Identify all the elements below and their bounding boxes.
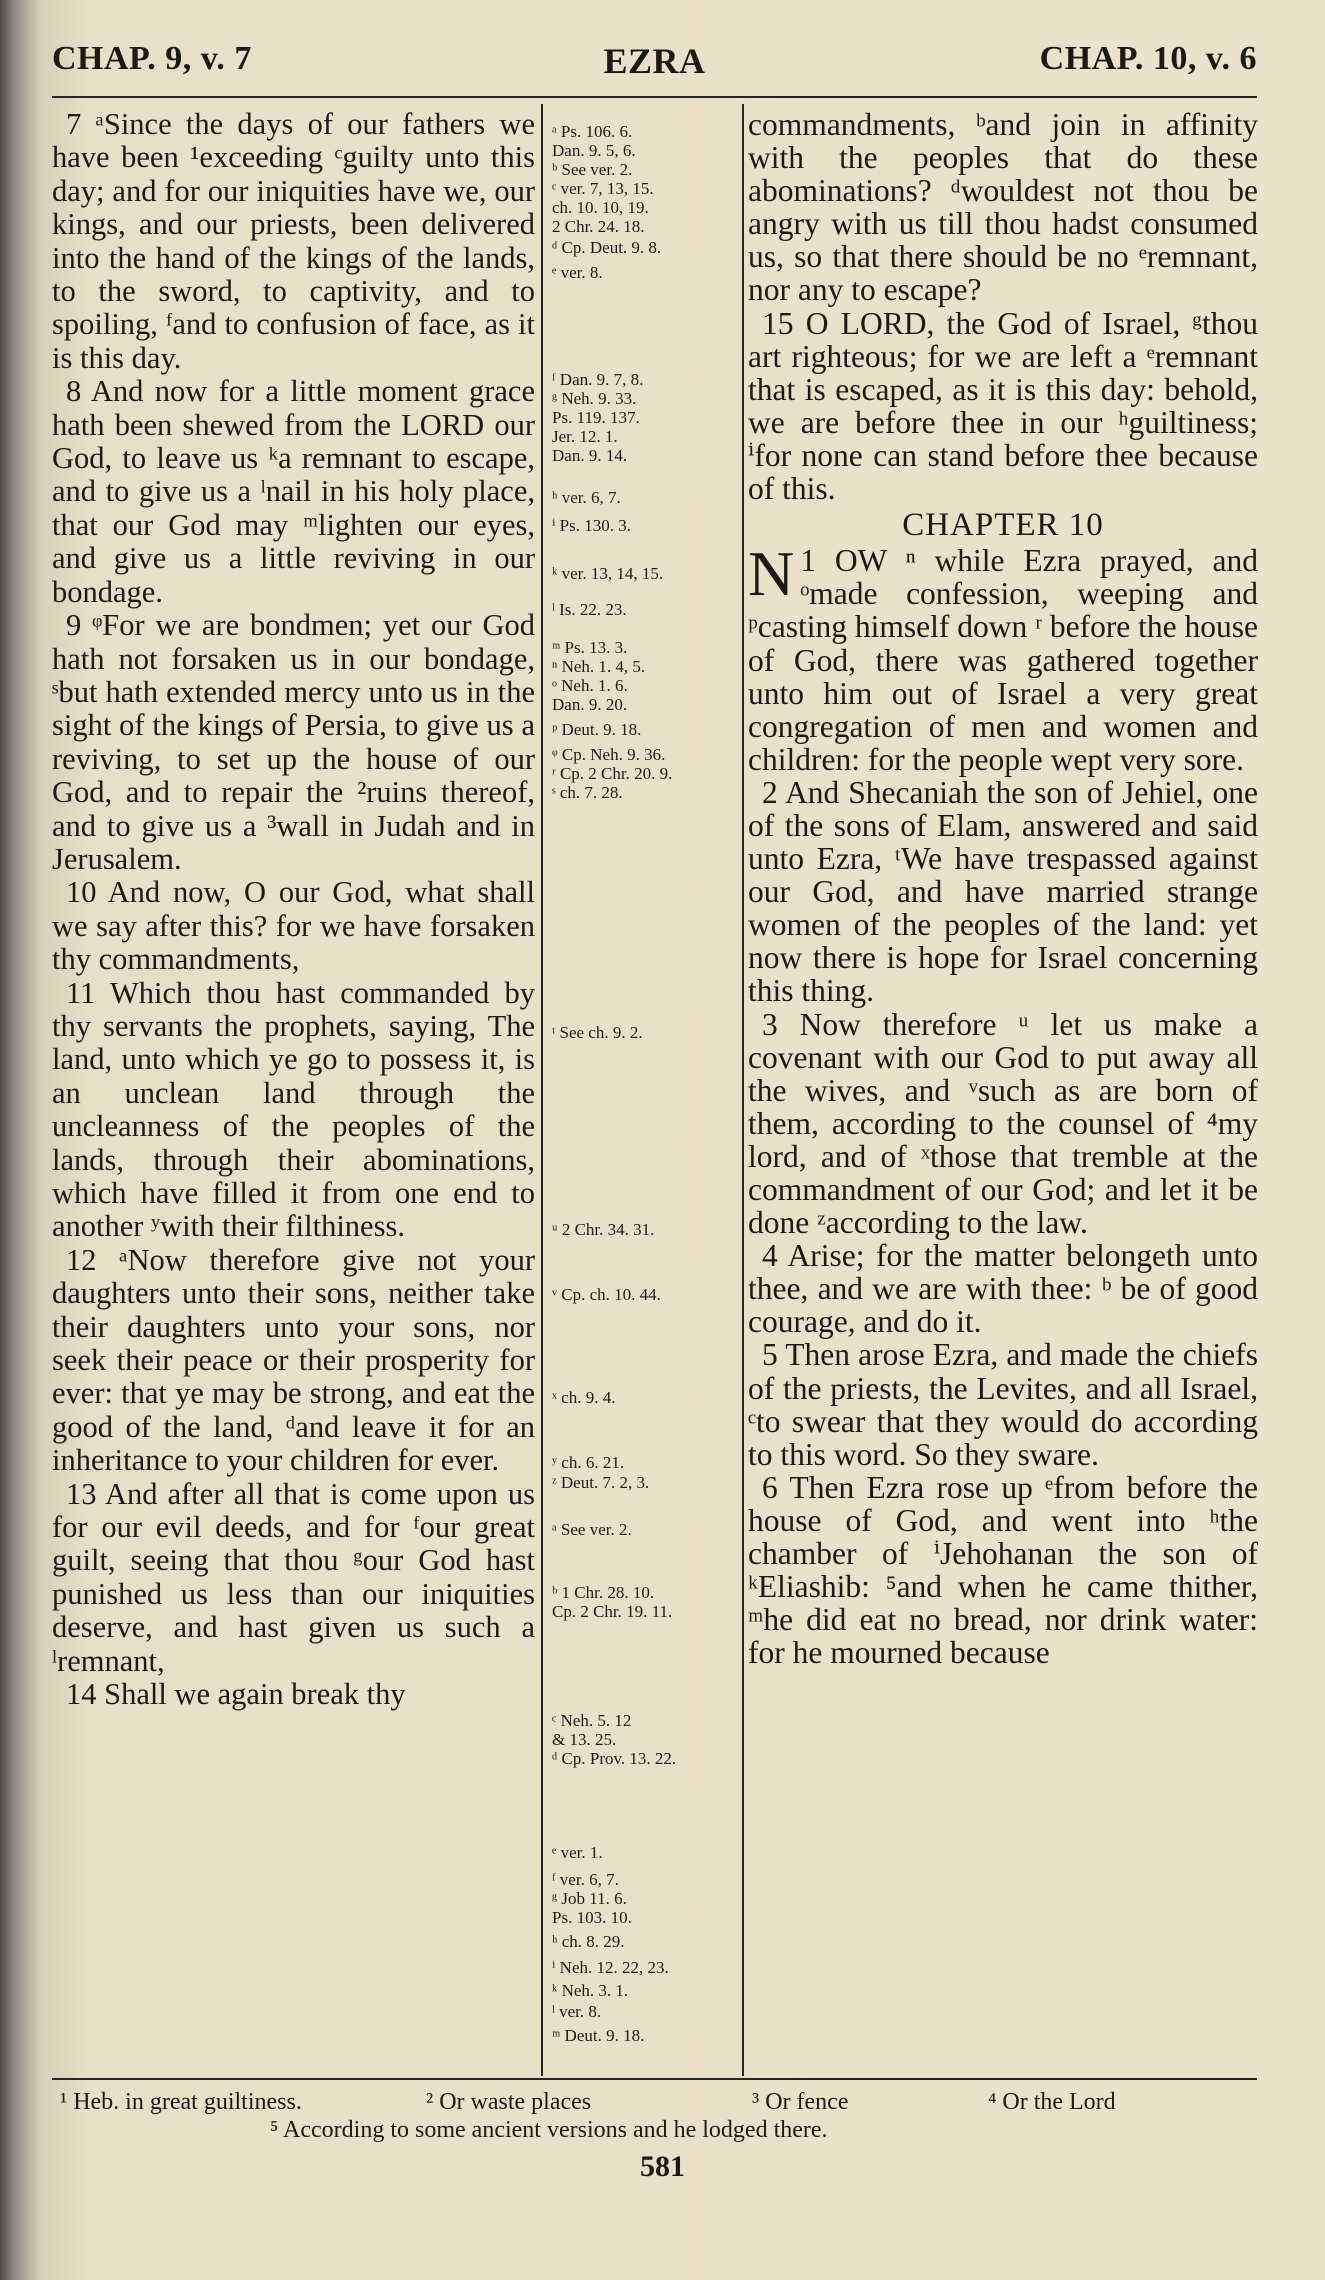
verse-9-10: 10 And now, O our God, what shall we say after this? for we have forsaken thy commandments, (52, 875, 535, 977)
verse-9-13: 13 And after all that is come upon us for our evil deeds, and for ᶠour great guilt, seeing that thou ᵍour God hast punished us less than our iniquities deserve, and hast given us such a ˡremnant, (52, 1476, 535, 1678)
cross-reference-note: Dan. 9. 14. (552, 446, 628, 465)
verse-10-2: 2 And Shecaniah the son of Jehiel, one of the sons of Elam, answered and said unto Ezra, ᵗWe have trespassed against our God, and have married strange women of the peoples of the land: yet now there is hope for Israel concerning this thing. (748, 774, 1258, 1009)
verse-10-6: 6 Then Ezra rose up ᵉfrom before the house of God, and went into ʰthe chamber of ⁱJehohanan the son of ᵏEliashib: ⁵and when he came thither, ᵐhe did eat no bread, nor drink water: for he mourned because (748, 1469, 1258, 1671)
cross-reference-note: ʰ ver. 6, 7. (552, 488, 621, 507)
cross-reference-note: ⁿ Neh. 1. 4, 5. (552, 657, 646, 676)
cross-reference-note: ᵈ Cp. Deut. 9. 8. (552, 238, 662, 257)
cross-reference-note: ᵗ See ch. 9. 2. (552, 1023, 643, 1042)
verse-9-14-continued: commandments, ᵇand join in affinity with the peoples that do these abominations? ᵈwouldest not thou be angry with us till thou hadst consumed us, so that there should be no ᵉremnant, nor any to escape? (748, 108, 1258, 308)
cross-reference-note: Ps. 103. 10. (552, 1908, 632, 1927)
cross-reference-note: Dan. 9. 20. (552, 695, 628, 714)
footnote-4: ⁴ Or the Lord (988, 2089, 1116, 2115)
cross-reference-note: ᶠ ver. 6, 7. (552, 1870, 619, 1889)
footnote-3: ³ Or fence (752, 2089, 849, 2115)
cross-reference-note: ʰ ch. 8. 29. (552, 1932, 625, 1951)
cross-reference-column (548, 108, 740, 2078)
cross-reference-note: Ps. 119. 137. (552, 408, 640, 427)
cross-reference-note: ᵐ Ps. 13. 3. (552, 638, 628, 657)
verse-10-3: 3 Now therefore ᵘ let us make a covenant with our God to put away all the wives, and ᵛsuch as are born of them, according to the counsel of ⁴my lord, and of ˣthose that tremble at the commandment of our God; and let it be done ᶻaccording to the law. (748, 1006, 1258, 1241)
verse-9-7: 7 ᵃSince the days of our fathers we have been ¹exceeding ᶜguilty unto this day; and for our iniquities have we, our kings, and our priests, been delivered into the hand of the kings of the lands, to the sword, to captivity, and to spoiling, ᶠand to confusion of face, as it is this day. (52, 108, 535, 375)
cross-reference-note: ch. 10. 10, 19. (552, 198, 649, 217)
cross-reference-note: ⁱ Neh. 12. 22, 23. (552, 1958, 669, 1977)
cross-reference-note: 2 Chr. 24. 18. (552, 217, 645, 236)
cross-reference-note: ᶜ Neh. 5. 12 (552, 1711, 632, 1730)
cross-reference-note: ᶠ Dan. 9. 7, 8. (552, 370, 644, 389)
cross-reference-note: ᵍ Neh. 9. 33. (552, 389, 637, 408)
footnote-5: ⁵ According to some ancient versions and he lodged there. (270, 2117, 828, 2143)
verse-9-15: 15 O LORD, the God of Israel, ᵍthou art righteous; for we are left a ᵉremnant that is escaped, as it is this day: behold, we are before thee in our ʰguiltiness; ⁱfor none can stand before thee because of this. (748, 305, 1258, 507)
cross-reference-note: ᵇ See ver. 2. (552, 160, 633, 179)
column-divider-right (742, 104, 744, 2076)
cross-reference-note: Dan. 9. 5, 6. (552, 141, 636, 160)
cross-reference-note: ᵖ Deut. 9. 18. (552, 720, 642, 739)
verse-10-4: 4 Arise; for the matter belongeth unto thee, and we are with thee: ᵇ be of good courage, and do it. (748, 1238, 1258, 1340)
cross-reference-note: ˢ ch. 7. 28. (552, 783, 623, 802)
cross-reference-note: ᵃ See ver. 2. (552, 1520, 632, 1539)
cross-reference-note: ᵘ 2 Chr. 34. 31. (552, 1220, 655, 1239)
verse-9-8: 8 And now for a little moment grace hath been shewed from the LORD our God, to leave us ᵏa remnant to escape, and to give us a ˡnail in his holy place, that our God may ᵐlighten our eyes, and give us a little reviving in our bondage. (52, 374, 535, 609)
header-book-title: EZRA (603, 41, 706, 81)
cross-reference-note: ʸ ch. 6. 21. (552, 1453, 625, 1472)
cross-reference-note: ᵏ Neh. 3. 1. (552, 1981, 629, 2000)
cross-reference-note: ᵒ Neh. 1. 6. (552, 676, 628, 695)
column-divider-left (541, 104, 543, 2076)
drop-cap-letter: N (748, 538, 795, 610)
header-right-reference: CHAP. 10, v. 6 (1039, 40, 1257, 77)
cross-reference-note: ᵈ Cp. Prov. 13. 22. (552, 1749, 677, 1768)
cross-reference-note: ᵍ Job 11. 6. (552, 1889, 627, 1908)
header-rule (52, 96, 1257, 98)
cross-reference-note: & 13. 25. (552, 1730, 617, 1749)
cross-reference-note: ʳ Cp. 2 Chr. 20. 9. (552, 764, 673, 783)
cross-reference-note: ᵇ 1 Chr. 28. 10. (552, 1583, 655, 1602)
cross-reference-note: ᵏ ver. 13, 14, 15. (552, 564, 664, 583)
verse-9-9: 9 ᵠFor we are bondmen; yet our God hath not forsaken us in our bondage, ˢbut hath extended mercy unto us in the sight of the kings of Persia, to give us a reviving, to set up the house of our God, and to repair the ²ruins thereof, and to give us a ³wall in Judah and in Jerusalem. (52, 608, 535, 876)
cross-reference-note: ᶜ ver. 7, 13, 15. (552, 179, 654, 198)
cross-reference-note: ᵃ Ps. 106. 6. (552, 122, 633, 141)
verse-9-11: 11 Which thou hast commanded by thy servants the prophets, saying, The land, unto which ye go to possess it, is an unclean land through the uncleanness of the peoples of the lands, through their abominations, which have filled it from one end to another ʸwith their filthiness. (52, 975, 535, 1244)
verse-10-1-text: OW ⁿ while Ezra prayed, and ᵒmade confession, weeping and ᵖcasting himself down ʳ before the house of God, there was gathered together unto him out of Israel a very great congregation of men and women and children: for the people wept very sore. (748, 543, 1258, 777)
verse-10-1-number: 1 (800, 543, 816, 579)
cross-reference-note: ᵉ ver. 1. (552, 1843, 603, 1862)
footnotes (60, 2088, 1257, 2144)
footnote-2: ² Or waste places (426, 2089, 592, 2115)
verse-10-1 (748, 538, 1258, 777)
cross-reference-note: ᵉ ver. 8. (552, 263, 603, 282)
chapter-heading: CHAPTER 10 (902, 507, 1104, 544)
footnote-1: ¹ Heb. in great guiltiness. (60, 2089, 302, 2115)
right-text-column (748, 108, 1258, 2078)
header-left-reference: CHAP. 9, v. 7 (52, 40, 252, 77)
verse-9-14: 14 Shall we again break thy (66, 1677, 406, 1712)
running-header (52, 40, 1257, 84)
cross-reference-note: ᵠ Cp. Neh. 9. 36. (552, 745, 666, 764)
cross-reference-note: Cp. 2 Chr. 19. 11. (552, 1602, 673, 1621)
page-number: 581 (640, 2150, 685, 2183)
cross-reference-note: ⁱ Ps. 130. 3. (552, 516, 631, 535)
verse-9-12: 12 ᵃNow therefore give not your daughters unto their sons, neither take their daughters unto your sons, nor seek their peace or their prosperity for ever: that ye may be strong, and eat the good of the land, ᵈand leave it for an inheritance to your children for ever. (52, 1242, 535, 1478)
cross-reference-note: ᵛ Cp. ch. 10. 44. (552, 1285, 661, 1304)
footnote-rule (52, 2078, 1257, 2080)
cross-reference-note: ˡ ver. 8. (552, 2002, 602, 2021)
cross-reference-note: ˣ ch. 9. 4. (552, 1388, 616, 1407)
cross-reference-note: ᶻ Deut. 7. 2, 3. (552, 1473, 650, 1492)
cross-reference-note: Jer. 12. 1. (552, 427, 618, 446)
left-text-column (52, 108, 535, 2078)
cross-reference-note: ᵐ Deut. 9. 18. (552, 2026, 645, 2045)
verse-10-5: 5 Then arose Ezra, and made the chiefs of the priests, the Levites, and all Israel, ᶜto swear that they would do according to this word. So they sware. (748, 1337, 1258, 1472)
cross-reference-note: ˡ Is. 22. 23. (552, 600, 627, 619)
